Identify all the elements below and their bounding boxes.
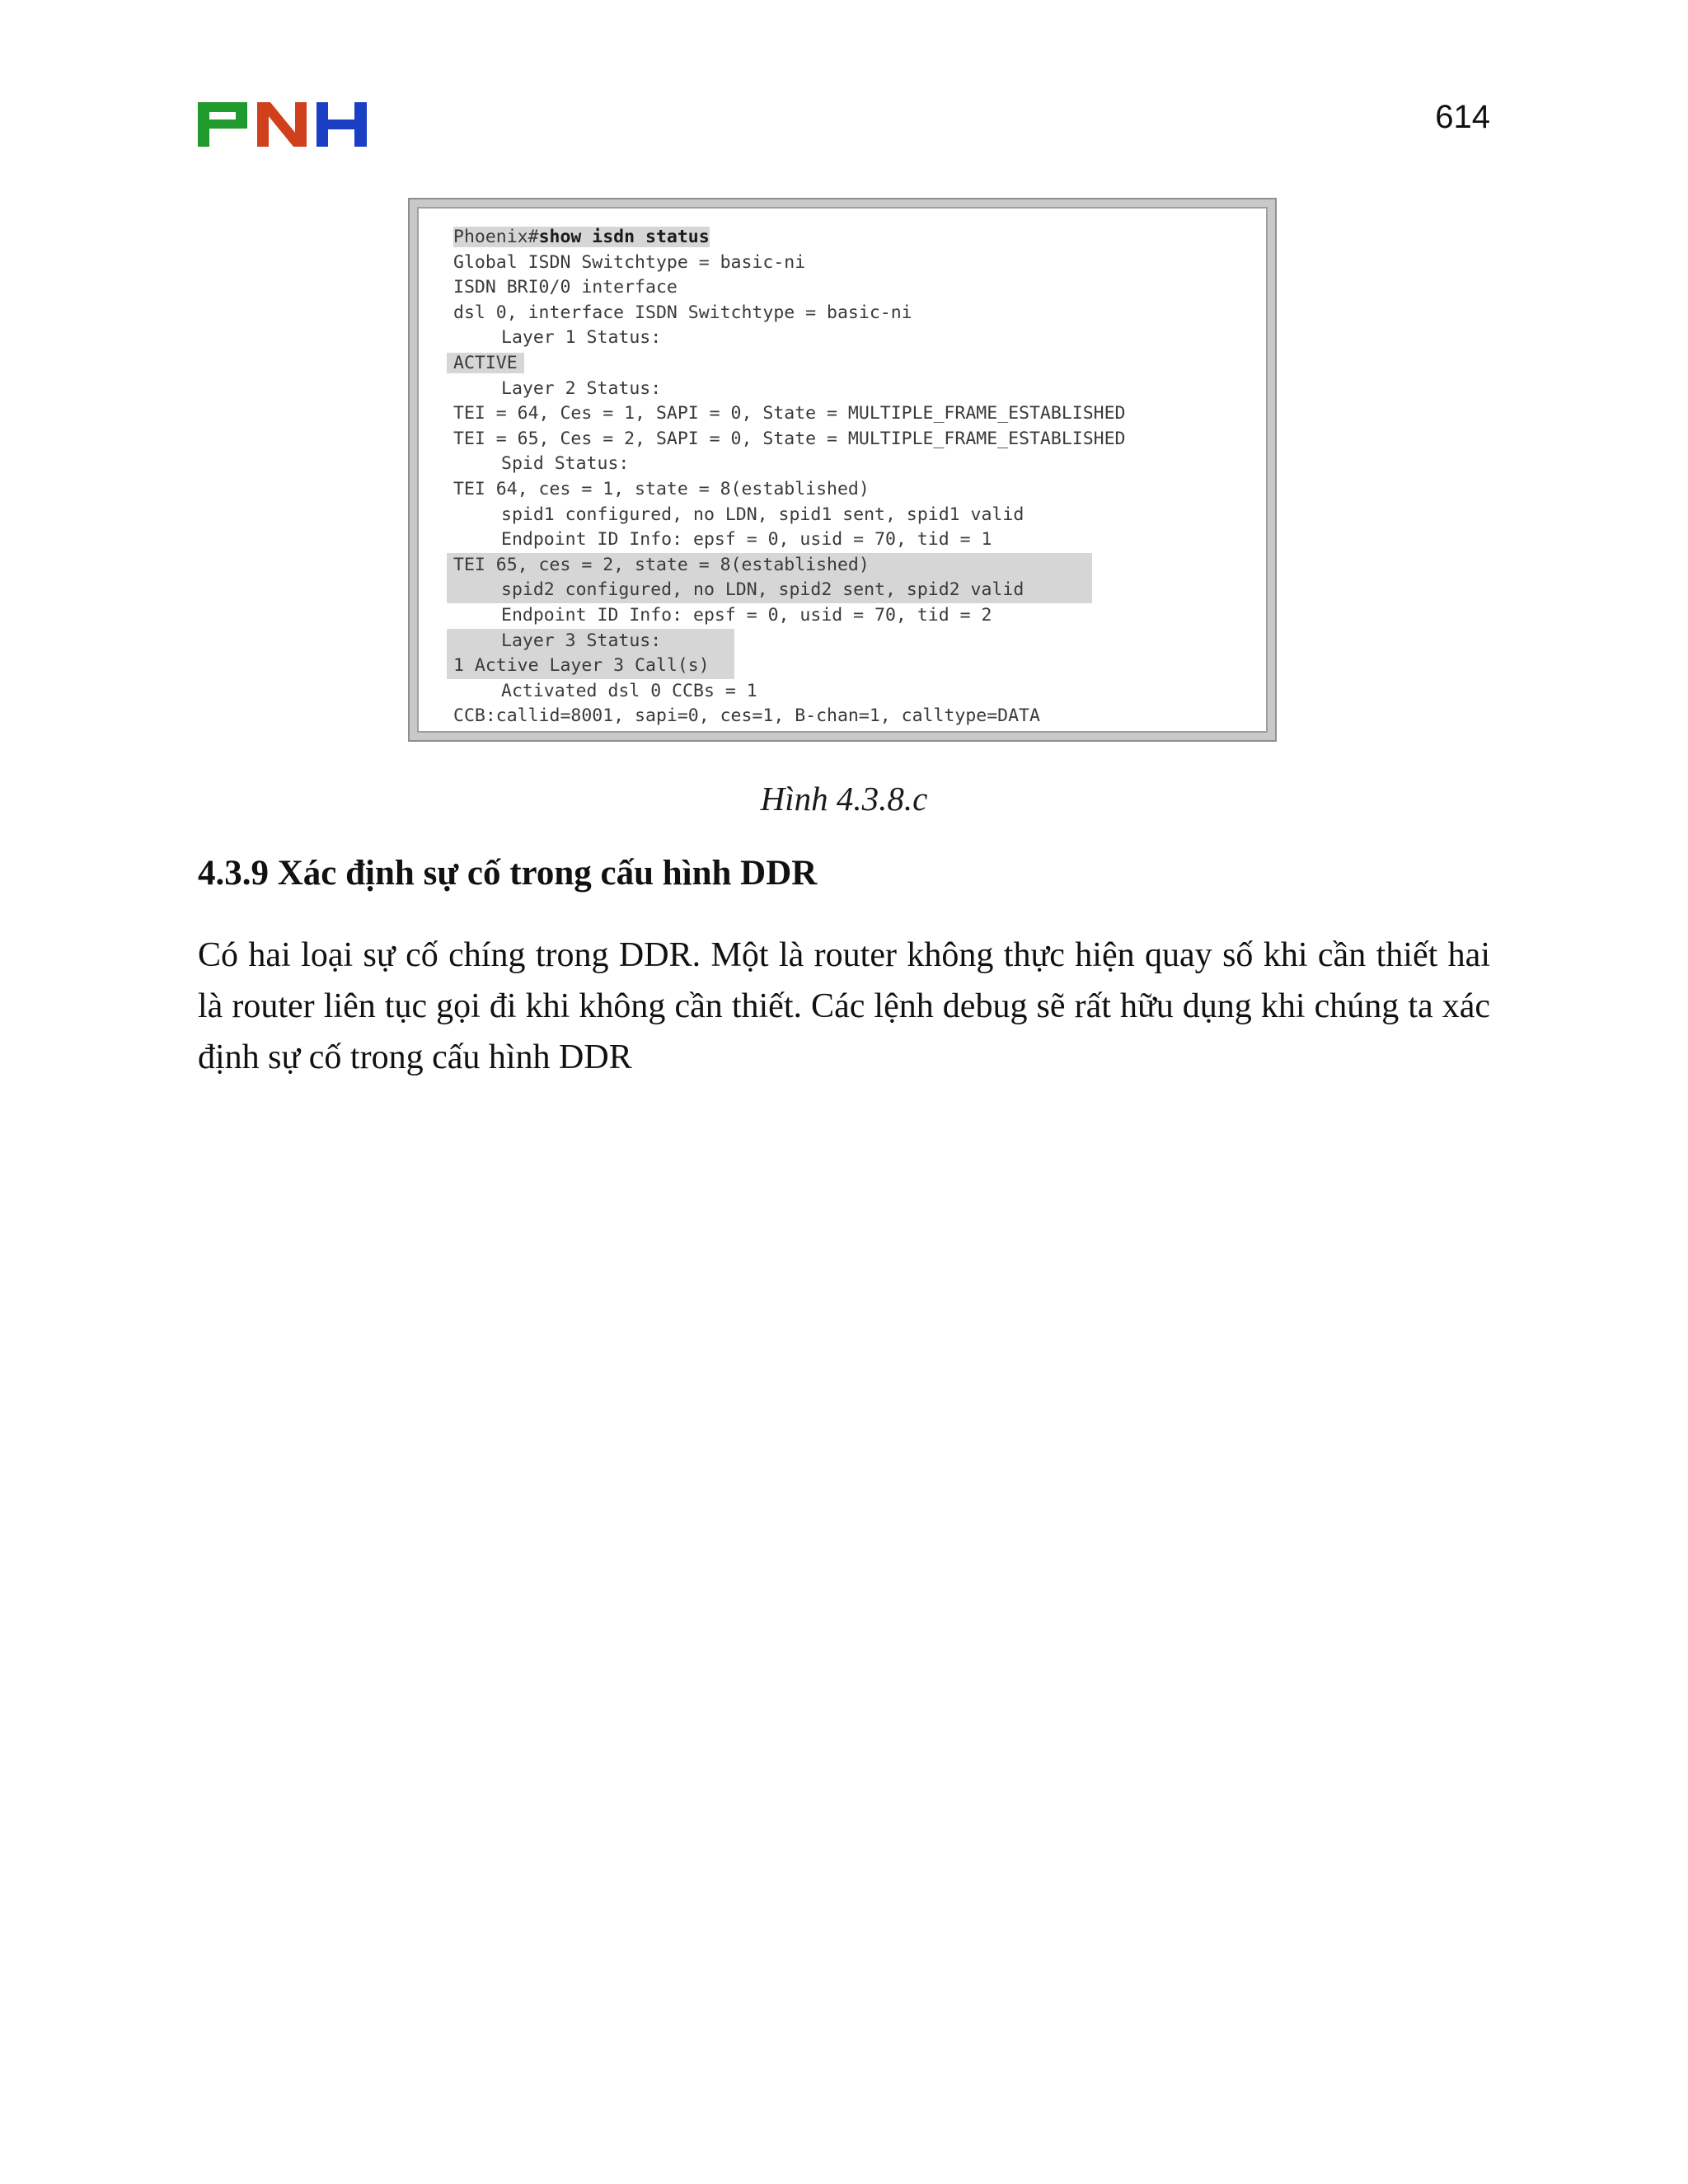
terminal-line xyxy=(419,225,1266,251)
terminal-text: spid2 configured, no LDN, spid2 sent, spid2 valid xyxy=(501,579,1025,601)
terminal-figure xyxy=(408,198,1277,742)
terminal-line xyxy=(419,527,1266,553)
terminal-text: 1 Active Layer 3 Call(s) xyxy=(453,655,710,677)
terminal-text: Layer 1 Status: xyxy=(501,327,662,349)
terminal-text: TEI = 64, Ces = 1, SAPI = 0, State = MULTIPLE_FRAME_ESTABLISHED xyxy=(453,403,1126,424)
terminal-line xyxy=(419,326,1266,351)
terminal-line xyxy=(419,251,1266,276)
figure-caption: Hình 4.3.8.c xyxy=(760,780,928,818)
terminal-text: spid1 configured, no LDN, spid1 sent, spid1 valid xyxy=(501,504,1025,525)
terminal-text: CCB:callid=8001, sapi=0, ces=1, B-chan=1, calltype=DATA xyxy=(453,705,1040,727)
terminal-text: dsl 0, interface ISDN Switchtype = basic-ni xyxy=(453,302,912,323)
terminal-line xyxy=(419,603,1266,629)
terminal-text: Layer 2 Status: xyxy=(501,377,662,399)
terminal-text: TEI 64, ces = 1, state = 8(established) xyxy=(453,478,870,499)
terminal-line xyxy=(419,553,1266,579)
terminal-text: ACTIVE xyxy=(447,353,524,373)
terminal-line xyxy=(419,427,1266,452)
terminal-text: TEI 65, ces = 2, state = 8(established) xyxy=(453,554,870,575)
terminal-line xyxy=(419,452,1266,477)
terminal-text: ISDN BRI0/0 interface xyxy=(453,277,678,298)
terminal-line xyxy=(419,401,1266,427)
terminal-line xyxy=(419,704,1266,729)
terminal-line xyxy=(419,275,1266,301)
terminal-line xyxy=(419,503,1266,528)
terminal-text: Activated dsl 0 CCBs = 1 xyxy=(501,680,757,701)
body-paragraph: Có hai loại sự cố chíng trong DDR. Một là router không thực hiện quay số khi cần thiết hai là router liên tục gọi đi khi không cần thiết. Các lệnh debug sẽ rất hữu dụng khi chúng ta xác định sự cố trong cấu hình DDR xyxy=(198,936,1490,1076)
terminal-output xyxy=(417,207,1268,733)
terminal-line xyxy=(419,654,1266,679)
terminal-text: show isdn status xyxy=(538,227,710,247)
pnh-logo xyxy=(198,102,367,147)
terminal-line xyxy=(419,377,1266,402)
terminal-text: Endpoint ID Info: epsf = 0, usid = 70, tid = 1 xyxy=(501,529,992,551)
terminal-line xyxy=(419,351,1266,377)
terminal-line xyxy=(419,477,1266,503)
page-number: 614 xyxy=(1435,99,1490,135)
terminal-line xyxy=(419,301,1266,326)
terminal-line xyxy=(419,629,1266,654)
terminal-text: Phoenix# xyxy=(453,227,539,247)
terminal-text: Endpoint ID Info: epsf = 0, usid = 70, tid = 2 xyxy=(501,604,992,626)
section-heading: 4.3.9 Xác định sự cố trong cấu hình DDR xyxy=(198,854,818,893)
terminal-line xyxy=(419,679,1266,705)
terminal-text: Global ISDN Switchtype = basic-ni xyxy=(453,251,806,273)
terminal-line xyxy=(419,578,1266,603)
terminal-text: Layer 3 Status: xyxy=(501,630,662,651)
terminal-text: TEI = 65, Ces = 2, SAPI = 0, State = MULTIPLE_FRAME_ESTABLISHED xyxy=(453,428,1126,449)
terminal-text: Spid Status: xyxy=(501,453,630,475)
